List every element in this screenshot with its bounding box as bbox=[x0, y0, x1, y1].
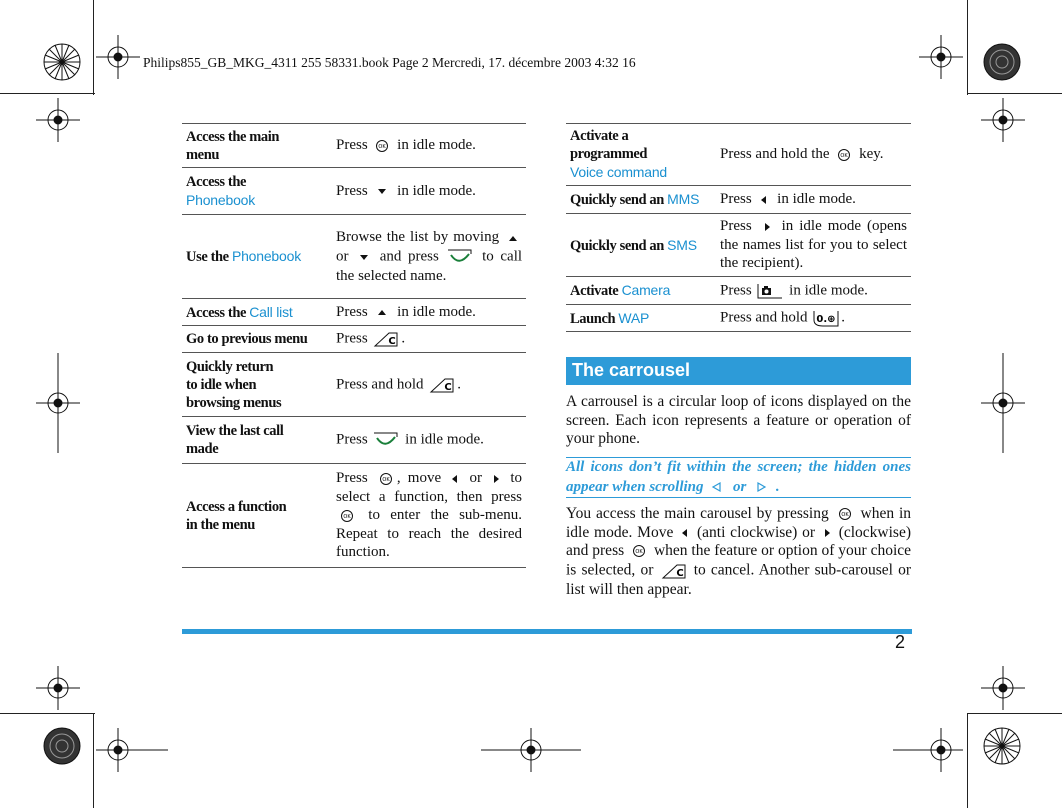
crosshair-top-left bbox=[96, 35, 140, 79]
row-label: Access a function in the menu bbox=[182, 464, 332, 568]
row-desc: Press in idle mode. bbox=[716, 277, 911, 305]
right-arrow-icon bbox=[758, 220, 776, 234]
table-row bbox=[182, 168, 526, 215]
row-label: Launch WAP bbox=[566, 305, 716, 332]
row-label: Activate Camera bbox=[566, 277, 716, 305]
row-label: Access the Phonebook bbox=[182, 168, 332, 215]
row-desc: Press in idle mode. bbox=[332, 168, 526, 215]
page-number: 2 bbox=[895, 632, 906, 652]
row-label: Go to previous menu bbox=[182, 326, 332, 353]
svg-text:OK: OK bbox=[841, 512, 849, 519]
scroll-left-icon bbox=[707, 480, 729, 494]
call-key-icon bbox=[371, 430, 401, 450]
note-box: All icons don’t fit within the screen; the hidden ones appear when scrolling or . bbox=[566, 457, 911, 498]
row-desc: Press and hold 0.⊕ . bbox=[716, 305, 911, 332]
row-desc: Press OK in idle mode. bbox=[332, 124, 526, 168]
ok-key-icon bbox=[371, 137, 393, 155]
right-arrow-icon bbox=[489, 472, 503, 486]
svg-text:OK: OK bbox=[378, 143, 387, 150]
row-label: Quickly send an MMS bbox=[566, 186, 716, 214]
row-label: Quickly return to idle when browsing menus bbox=[182, 353, 332, 417]
row-desc: Press and hold the OK key. bbox=[716, 124, 911, 186]
row-desc: Press in idle mode (opens the names list for you to select the recipient). bbox=[716, 214, 911, 277]
row-desc: Press in idle mode. bbox=[332, 417, 526, 464]
row-desc: Press OK , move or to select a function, then press OK to enter the sub-menu. Repeat to reach the desired function. bbox=[332, 464, 526, 568]
ok-key-icon bbox=[628, 542, 650, 560]
table-row bbox=[182, 326, 526, 353]
svg-text:OK: OK bbox=[635, 549, 643, 556]
row-label: Activate a programmed Voice command bbox=[566, 124, 716, 186]
ok-key-icon bbox=[834, 505, 856, 523]
svg-text:C: C bbox=[675, 567, 684, 579]
table-row bbox=[566, 186, 911, 214]
table-row bbox=[182, 124, 526, 168]
footer-rule bbox=[182, 629, 912, 634]
row-desc: Press C . bbox=[332, 326, 526, 353]
right-command-table bbox=[566, 123, 911, 332]
ok-key-icon bbox=[833, 146, 855, 164]
row-label: Access the Call list bbox=[182, 299, 332, 326]
table-row bbox=[566, 124, 911, 186]
zero-key-icon bbox=[811, 308, 841, 328]
down-arrow-icon bbox=[371, 184, 393, 198]
svg-text:C: C bbox=[444, 381, 452, 393]
svg-text:OK: OK bbox=[343, 513, 351, 520]
left-command-table bbox=[182, 123, 526, 568]
table-row bbox=[182, 215, 526, 299]
table-row bbox=[182, 299, 526, 326]
body-paragraph: You access the main carousel by pressing OK when in idle mode. Move (anti clockwise) or (clockwise) and press OK when the feature or option of your choice is selected, or C to cancel. Another sub-carousel or list will then appear. bbox=[566, 505, 912, 598]
starburst-top-left bbox=[44, 44, 80, 80]
table-row bbox=[566, 214, 911, 277]
book-header: Philips855_GB_MKG_4311 255 58331.book Page 2 Mercredi, 17. décembre 2003 4:32 16 bbox=[143, 55, 636, 70]
left-arrow-icon bbox=[755, 193, 773, 207]
left-arrow-icon bbox=[448, 472, 462, 486]
clear-key-icon bbox=[659, 561, 689, 581]
row-label: Quickly send an SMS bbox=[566, 214, 716, 277]
up-arrow-icon bbox=[504, 231, 522, 245]
table-row bbox=[182, 464, 526, 568]
clear-key-icon bbox=[371, 329, 401, 349]
table-row bbox=[182, 417, 526, 464]
svg-text:C: C bbox=[388, 336, 397, 347]
camera-key-icon bbox=[755, 281, 785, 301]
svg-text:0.⊕: 0.⊕ bbox=[816, 314, 836, 325]
svg-text:OK: OK bbox=[840, 152, 848, 159]
row-desc: Press and hold C . bbox=[332, 353, 526, 417]
ok-key-icon bbox=[375, 470, 397, 488]
row-label: View the last call made bbox=[182, 417, 332, 464]
row-desc: Press in idle mode. bbox=[332, 299, 526, 326]
scroll-right-icon bbox=[750, 480, 772, 494]
intro-paragraph: A carrousel is a circular loop of icons displayed on the screen. Each icon represents a feature or operation of your phone. bbox=[566, 393, 911, 447]
left-arrow-icon bbox=[678, 526, 692, 540]
clear-key-icon bbox=[427, 375, 457, 395]
row-desc: Browse the list by moving or and press to call the selected name. bbox=[332, 215, 526, 299]
ok-key-icon bbox=[336, 507, 358, 525]
svg-text:OK: OK bbox=[382, 476, 390, 483]
row-desc: Press in idle mode. bbox=[716, 186, 911, 214]
section-title: The carrousel bbox=[566, 357, 911, 385]
table-row bbox=[566, 277, 911, 305]
table-row bbox=[566, 305, 911, 332]
row-label: Use the Phonebook bbox=[182, 215, 332, 299]
table-row bbox=[182, 353, 526, 417]
down-arrow-icon bbox=[355, 250, 373, 264]
right-arrow-icon bbox=[820, 526, 834, 540]
row-label: Access the main menu bbox=[182, 124, 332, 168]
call-key-icon bbox=[445, 247, 475, 267]
up-arrow-icon bbox=[371, 305, 393, 319]
